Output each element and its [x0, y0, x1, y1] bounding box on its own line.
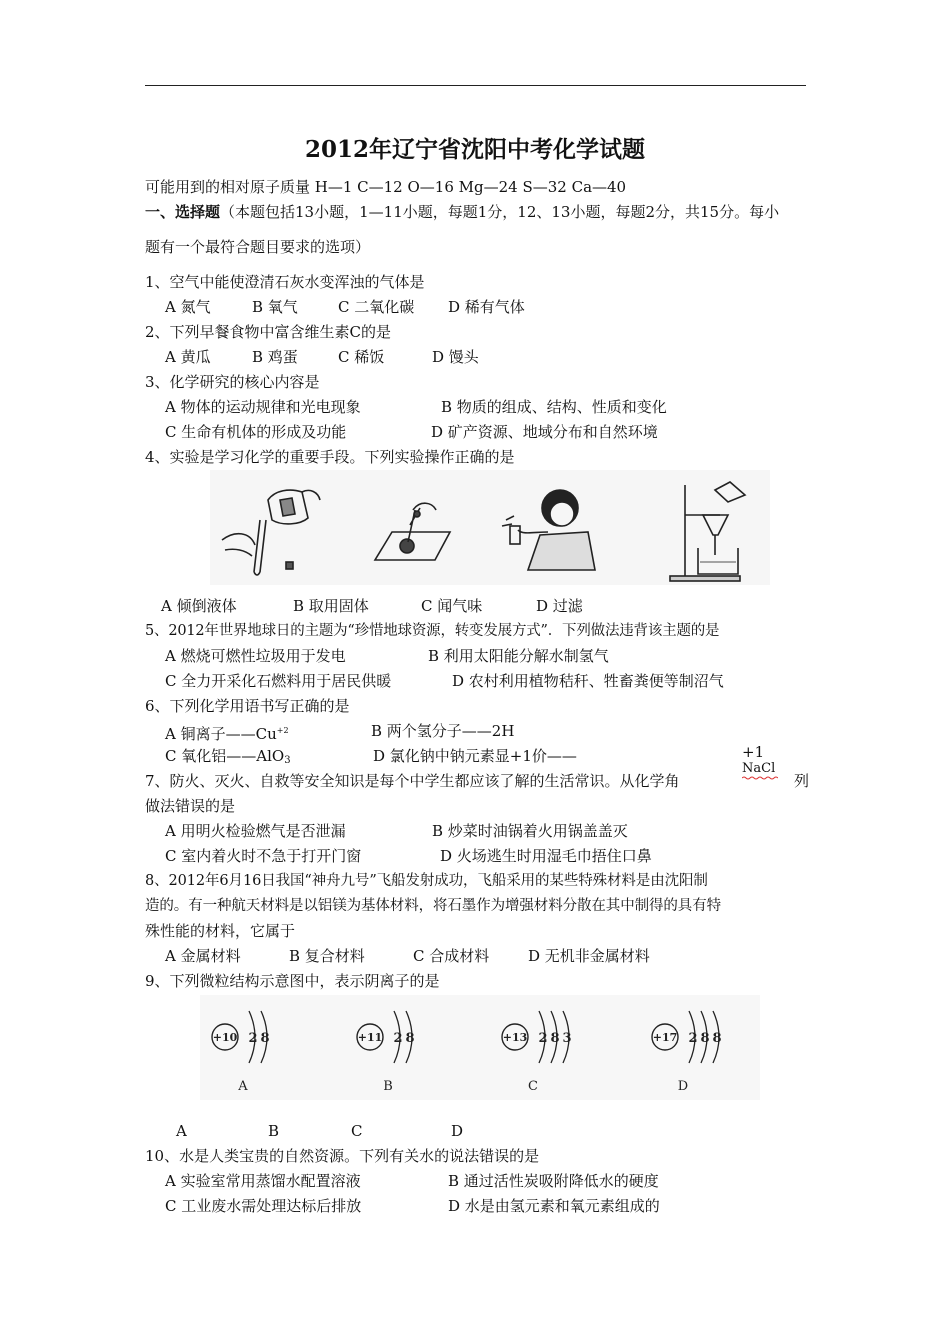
- atom-label: A: [238, 1079, 248, 1094]
- q7-option-a: A 用明火检验燃气是否泄漏: [165, 822, 346, 840]
- nucleus-charge: +17: [652, 1031, 678, 1044]
- nacl-valence: +1: [742, 743, 765, 761]
- shell-electron-count: 2: [538, 1031, 548, 1046]
- shell-electron-count: 8: [712, 1031, 722, 1046]
- shell-electron-count: 8: [550, 1031, 560, 1046]
- q9-option-c: C: [351, 1122, 363, 1140]
- section-label: 一、选择题: [145, 203, 221, 221]
- q8-stem-line1: 8、2012年6月16日我国“神舟九号”飞船发射成功，飞船采用的某些特殊材料是由沈阳制: [145, 873, 708, 889]
- section-note-2: 题有一个最符合题目要求的选项）: [145, 238, 371, 256]
- q10-option-b: B 通过活性炭吸附降低水的硬度: [448, 1172, 659, 1190]
- shell-electron-count: 8: [700, 1031, 710, 1046]
- q1-option-d: D 稀有气体: [448, 298, 525, 316]
- q9-option-d: D: [451, 1122, 464, 1140]
- particle-structure-figure: [200, 995, 760, 1100]
- q2-option-a: A 黄瓜: [165, 348, 211, 366]
- alo-subscript: 3: [284, 755, 291, 766]
- page-title: 2012年辽宁省沈阳中考化学试题: [304, 136, 645, 163]
- q7-stem-line1: 7、防火、灭火、自救等安全知识是每个中学生都应该了解的生活常识。从化学角: [145, 772, 680, 790]
- q6-option-a: [165, 721, 289, 744]
- q2-option-c: C 稀饭: [338, 348, 385, 366]
- q10-stem: 10、水是人类宝贵的自然资源。下列有关水的说法错误的是: [145, 1147, 540, 1165]
- atom-label: B: [383, 1079, 393, 1094]
- q1-stem: 1、空气中能使澄清石灰水变浑浊的气体是: [145, 273, 425, 291]
- shell-electron-count: 8: [260, 1031, 270, 1046]
- q3-option-b: B 物质的组成、结构、性质和变化: [441, 398, 667, 416]
- q8-option-a: A 金属材料: [165, 947, 241, 965]
- q8-option-c: C 合成材料: [413, 947, 490, 965]
- q7-stem-tail: 列: [794, 772, 810, 790]
- q10-option-a: A 实验室常用蒸馏水配置溶液: [165, 1172, 361, 1190]
- q8-option-d: D 无机非金属材料: [528, 947, 650, 965]
- q7-stem-line2: 做法错误的是: [145, 797, 236, 815]
- nucleus-charge: +10: [212, 1031, 238, 1044]
- q6-option-c: [165, 746, 291, 771]
- q4-option-d: D 过滤: [536, 597, 583, 615]
- q5-option-c: C 全力开采化石燃料用于居民供暖: [165, 672, 392, 690]
- shell-electron-count: 8: [405, 1031, 415, 1046]
- q6-option-a-text: A 铜离子——Cu: [165, 725, 277, 743]
- q2-option-b: B 鸡蛋: [252, 348, 298, 366]
- q5-option-d: D 农村利用植物秸秆、牲畜粪便等制沼气: [452, 672, 724, 690]
- q4-stem: 4、实验是学习化学的重要手段。下列实验操作正确的是: [145, 448, 515, 466]
- q4-option-c: C 闻气味: [421, 597, 483, 615]
- shell-electron-count: 2: [393, 1031, 403, 1046]
- q8-stem-line2: 造的。有一种航天材料是以铝镁为基体材料，将石墨作为增强材料分散在其中制得的具有特: [145, 898, 721, 914]
- nacl-valence-formula: [740, 744, 784, 786]
- q6-stem: 6、下列化学用语书写正确的是: [145, 697, 350, 715]
- shell-electron-count: 2: [688, 1031, 698, 1046]
- q8-option-b: B 复合材料: [289, 947, 365, 965]
- lab-operations-figure: [210, 470, 770, 585]
- nucleus-charge: +13: [502, 1031, 528, 1044]
- q2-option-d: D 馒头: [432, 348, 479, 366]
- q9-stem: 9、下列微粒结构示意图中，表示阴离子的是: [145, 972, 440, 990]
- q6-option-c-text: C 氧化铝——AlO: [165, 747, 285, 765]
- shell-electron-count: 3: [562, 1031, 572, 1046]
- q4-option-b: B 取用固体: [293, 597, 369, 615]
- section-heading: [145, 202, 779, 222]
- atomic-masses: 可能用到的相对原子质量 H—1 C—12 O—16 Mg—24 S—32 Ca—40: [145, 178, 627, 196]
- q6-option-b: B 两个氢分子——2H: [371, 722, 515, 740]
- q3-option-a: A 物体的运动规律和光电现象: [165, 398, 361, 416]
- q2-stem: 2、下列早餐食物中富含维生素C的是: [145, 323, 392, 341]
- q7-option-d: D 火场逃生时用湿毛巾捂住口鼻: [440, 847, 652, 865]
- spellcheck-underline: [742, 776, 778, 780]
- section-note: （本题包括13小题，1—11小题，每题1分，12、13小题，每题2分，共15分。每小: [220, 203, 780, 221]
- q10-option-c: C 工业废水需处理达标后排放: [165, 1197, 362, 1215]
- q1-option-c: C 二氧化碳: [338, 298, 415, 316]
- q9-option-b: B: [268, 1122, 280, 1140]
- q1-option-a: A 氮气: [165, 298, 211, 316]
- shell-electron-count: 2: [248, 1031, 258, 1046]
- nacl-formula: NaCl: [742, 761, 776, 776]
- q5-option-a: A 燃烧可燃性垃圾用于发电: [165, 647, 346, 665]
- q8-stem-line3: 殊性能的材料，它属于: [145, 922, 296, 940]
- q3-option-d: D 矿产资源、地域分布和自然环境: [431, 423, 658, 441]
- q5-option-b: B 利用太阳能分解水制氢气: [428, 647, 609, 665]
- q4-option-a: A 倾倒液体: [161, 597, 237, 615]
- q3-option-c: C 生命有机体的形成及功能: [165, 423, 347, 441]
- header-rule: [145, 85, 806, 86]
- q7-option-b: B 炒菜时油锅着火用锅盖盖灭: [432, 822, 628, 840]
- q1-option-b: B 氧气: [252, 298, 298, 316]
- q6-option-d: D 氯化钠中钠元素显+1价——: [373, 747, 577, 765]
- atom-label: C: [528, 1079, 538, 1094]
- nucleus-charge: +11: [357, 1031, 383, 1044]
- q3-stem: 3、化学研究的核心内容是: [145, 373, 320, 391]
- q9-option-a: A: [176, 1122, 187, 1140]
- q7-option-c: C 室内着火时不急于打开门窗: [165, 847, 362, 865]
- q10-option-d: D 水是由氢元素和氧元素组成的: [448, 1197, 660, 1215]
- atom-label: D: [677, 1079, 689, 1094]
- cu-charge: +2: [276, 726, 289, 735]
- q5-stem: 5、2012年世界地球日的主题为“珍惜地球资源，转变发展方式”．下列做法违背该主题的是: [145, 623, 720, 639]
